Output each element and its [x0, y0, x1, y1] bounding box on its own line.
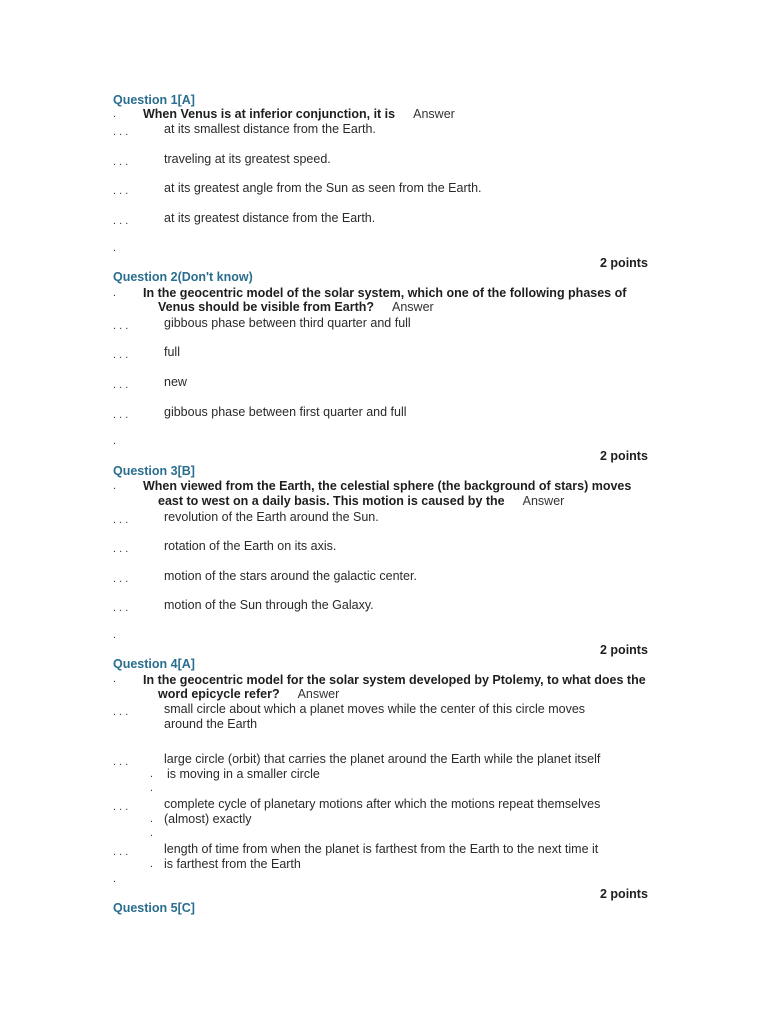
question-2-title: Question 2(Don't know): [113, 270, 253, 284]
option-dots: . . .: [113, 320, 129, 332]
option-text-cont: around the Earth: [164, 717, 258, 731]
option-row[interactable]: [113, 316, 411, 334]
stem-marker: .: [113, 480, 117, 492]
option-marker: .: [150, 768, 154, 780]
stem-marker: .: [113, 287, 117, 299]
option-text: traveling at its greatest speed.: [164, 152, 331, 166]
question-2-stem-line1: In the geocentric model of the solar system, which one of the following phases of: [143, 286, 627, 300]
question-4-stem-text: word epicycle refer?: [158, 687, 280, 701]
option-row[interactable]: [113, 375, 187, 393]
answer-label: Answer: [297, 687, 340, 701]
stem-marker: .: [113, 108, 117, 120]
points-label: 2 points: [600, 449, 648, 463]
option-marker: .: [150, 782, 154, 794]
option-row[interactable]: [113, 345, 180, 363]
option-row[interactable]: [113, 510, 379, 528]
option-row[interactable]: [113, 569, 417, 587]
question-3-title: Question 3[B]: [113, 464, 195, 478]
option-dots: . . .: [113, 126, 129, 138]
option-dots: . . .: [113, 573, 129, 585]
question-3-stem-text: east to west on a daily basis. This motion is caused by the: [158, 494, 505, 508]
question-2-stem-line2: [158, 300, 434, 314]
option-text: at its greatest distance from the Earth.: [164, 211, 376, 225]
option-text: at its greatest angle from the Sun as seen from the Earth.: [164, 181, 482, 195]
option-row[interactable]: [113, 752, 601, 794]
option-dots: . . .: [113, 846, 129, 858]
option-dots: . . .: [113, 602, 129, 614]
option-text-cont: is farthest from the Earth: [164, 857, 301, 871]
option-marker: .: [150, 827, 154, 839]
option-row[interactable]: [113, 539, 337, 557]
option-row[interactable]: [113, 405, 407, 423]
option-text: complete cycle of planetary motions after which the motions repeat themselves: [164, 797, 601, 811]
option-row[interactable]: [113, 702, 586, 731]
option-dots: . . .: [113, 514, 129, 526]
option-text: full: [164, 345, 180, 359]
option-dots: . . .: [113, 349, 129, 361]
points-label: 2 points: [600, 643, 648, 657]
option-row[interactable]: [113, 211, 376, 229]
option-dots: . . .: [113, 409, 129, 421]
option-text-cont: is moving in a smaller circle: [167, 767, 320, 781]
option-text: large circle (orbit) that carries the planet around the Earth while the planet itself: [164, 752, 601, 766]
option-text: motion of the Sun through the Galaxy.: [164, 598, 374, 612]
option-text: new: [164, 375, 187, 389]
question-3-stem-line2: [158, 494, 564, 508]
option-row[interactable]: [113, 122, 376, 140]
option-dots: . . .: [113, 185, 129, 197]
section-marker: .: [113, 435, 117, 447]
option-text: gibbous phase between third quarter and full: [164, 316, 411, 330]
option-dots: . . .: [113, 379, 129, 391]
section-marker: .: [113, 873, 117, 885]
option-text: rotation of the Earth on its axis.: [164, 539, 337, 553]
option-text: small circle about which a planet moves while the center of this circle moves: [164, 702, 586, 716]
option-text: gibbous phase between first quarter and full: [164, 405, 407, 419]
option-text: revolution of the Earth around the Sun.: [164, 510, 379, 524]
section-marker: .: [113, 242, 117, 254]
question-4-stem-line1: In the geocentric model for the solar system developed by Ptolemy, to what does the: [143, 673, 646, 687]
option-text: at its smallest distance from the Earth.: [164, 122, 376, 136]
answer-label: Answer: [392, 300, 434, 314]
option-row[interactable]: [113, 181, 482, 199]
option-marker: .: [150, 813, 154, 825]
points-label: 2 points: [600, 256, 648, 270]
stem-marker: .: [113, 673, 117, 685]
option-dots: . . .: [113, 756, 129, 768]
option-marker: .: [150, 858, 154, 870]
question-4-stem-line2: [158, 687, 339, 701]
option-row[interactable]: [113, 797, 601, 839]
section-marker: .: [113, 629, 117, 641]
question-1-stem-text: When Venus is at inferior conjunction, it is: [143, 107, 396, 121]
option-dots: . . .: [113, 543, 129, 555]
option-dots: . . .: [113, 801, 129, 813]
option-dots: . . .: [113, 156, 129, 168]
option-text: motion of the stars around the galactic center.: [164, 569, 417, 583]
answer-label: Answer: [522, 494, 565, 508]
option-row[interactable]: [113, 152, 331, 170]
option-row[interactable]: [113, 842, 599, 871]
option-dots: . . .: [113, 706, 129, 718]
points-label: 2 points: [600, 887, 648, 901]
question-1-title: Question 1[A]: [113, 93, 195, 107]
option-dots: . . .: [113, 215, 129, 227]
question-4-title: Question 4[A]: [113, 657, 195, 671]
option-text-cont: (almost) exactly: [164, 812, 252, 826]
question-1-stem: [143, 107, 455, 121]
option-row[interactable]: [113, 598, 374, 616]
question-2-stem-text: Venus should be visible from Earth?: [158, 300, 375, 314]
question-3-stem-line1: When viewed from the Earth, the celestial sphere (the background of stars) moves: [143, 479, 632, 493]
answer-label: Answer: [413, 107, 455, 121]
option-text: length of time from when the planet is farthest from the Earth to the next time it: [164, 842, 599, 856]
question-5-title: Question 5[C]: [113, 901, 195, 915]
